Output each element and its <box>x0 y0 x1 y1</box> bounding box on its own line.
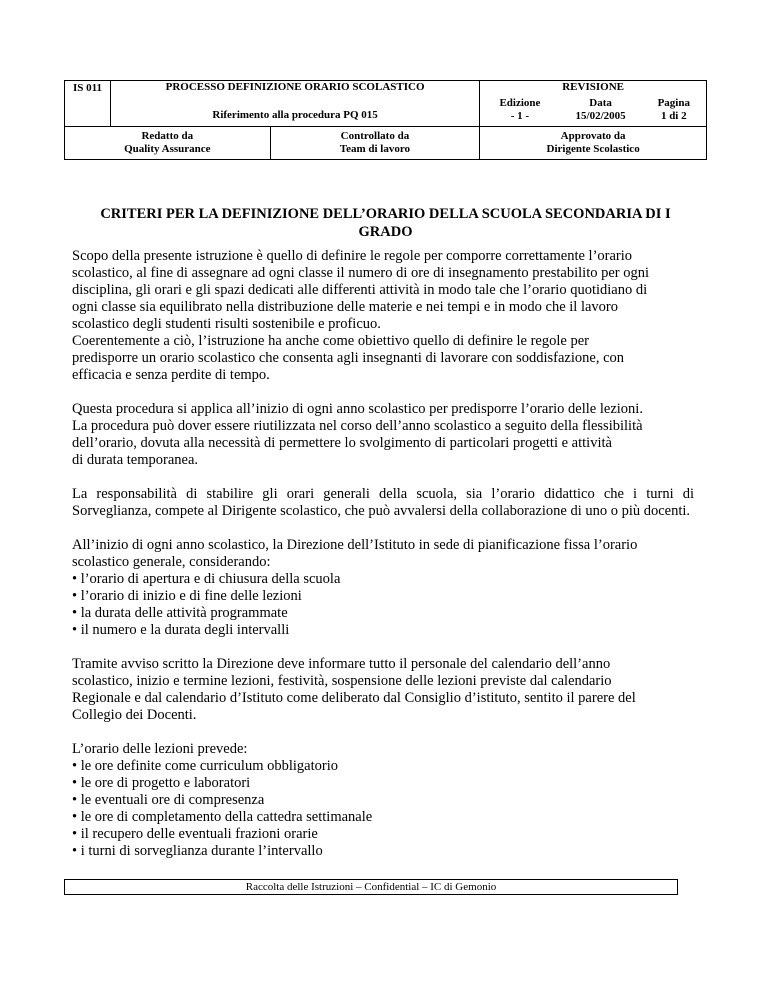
list-item: • l’orario di inizio e di fine delle lezioni <box>72 588 302 604</box>
drafted-value: Quality Assurance <box>124 143 211 155</box>
process-title: PROCESSO DEFINIZIONE ORARIO SCOLASTICO <box>110 81 479 95</box>
paragraph-application <box>72 401 694 469</box>
page-cell <box>642 95 707 127</box>
list-item: • le ore di progetto e laboratori <box>72 775 251 791</box>
text-line: Collegio dei Docenti. <box>72 707 197 723</box>
paragraph-responsibility: La responsabilità di stabilire gli orari generali della scuola, sia l’orario didattico che i turni di Sorveglianza, compete al Dirigente scolastico, che può avvalersi della collaborazione di uno o più docenti. <box>72 486 694 519</box>
approved-by-cell <box>480 127 707 160</box>
drafted-label: Redatto da <box>141 130 194 142</box>
paragraph-scope <box>72 248 694 384</box>
approved-value: Dirigente Scolastico <box>546 143 640 155</box>
approved-label: Approvato da <box>560 130 626 142</box>
paragraph-lesson-schedule <box>72 741 694 860</box>
date-label: Data <box>589 97 612 110</box>
text-line: Scopo della presente istruzione è quello di definire le regole per comporre correttamente l’orario <box>72 248 633 264</box>
document-body <box>72 248 694 877</box>
list-item: • le ore definite come curriculum obbligatorio <box>72 758 338 774</box>
title-line-2: GRADO <box>358 224 413 240</box>
list-item: • il recupero delle eventuali frazioni orarie <box>72 826 318 842</box>
edition-cell <box>480 95 560 127</box>
text-line: scolastico, al fine di assegnare ad ogni classe il numero di ore di insegnamento prestabilito per ogni <box>72 265 650 281</box>
list-item: • il numero e la durata degli intervalli <box>72 622 290 638</box>
text-line: di durata temporanea. <box>72 452 199 468</box>
list-item: • la durata delle attività programmate <box>72 605 288 621</box>
text-line: dell’orario, dovuta alla necessità di permettere lo svolgimento di particolari progetti e attività <box>72 435 612 451</box>
text-line: Questa procedura si applica all’inizio di ogni anno scolastico per predisporre l’orario delle lezioni. <box>72 401 643 417</box>
title-line-1: CRITERI PER LA DEFINIZIONE DELL’ORARIO DELLA SCUOLA SECONDARIA DI I <box>100 206 671 222</box>
edition-label: Edizione <box>499 97 541 110</box>
checked-label: Controllato da <box>340 130 410 142</box>
text-line: ogni classe sia equilibrato nella distribuzione delle materie e nei tempi e in modo che il lavoro <box>72 299 618 315</box>
list-item: • le eventuali ore di compresenza <box>72 792 265 808</box>
text-line: scolastico, inizio e termine lezioni, festività, sospensione delle lezioni previste dal calendario <box>72 673 612 689</box>
list-item: • le ore di completamento della cattedra settimanale <box>72 809 373 825</box>
doc-code: IS 011 <box>65 81 111 127</box>
text-line: predisporre un orario scolastico che consenta agli insegnanti di lavorare con soddisfazione, con <box>72 350 625 366</box>
text-line: L’orario delle lezioni prevede: <box>72 741 248 757</box>
text-line: scolastico degli studenti risulti sostenibile e proficuo. <box>72 316 381 332</box>
text-line: Tramite avviso scritto la Direzione deve informare tutto il personale del calendario dell’anno <box>72 656 611 672</box>
page-label: Pagina <box>657 97 690 110</box>
text-line: efficacia e senza perdite di tempo. <box>72 367 270 383</box>
page-value: 1 di 2 <box>660 110 687 123</box>
drafted-by-cell <box>65 127 271 160</box>
procedure-reference: Riferimento alla procedura PQ 015 <box>110 95 479 127</box>
list-item: • l’orario di apertura e di chiusura della scuola <box>72 571 341 587</box>
text-line: Coerentemente a ciò, l’istruzione ha anche come obiettivo quello di definire le regole per <box>72 333 589 349</box>
text-line: Regionale e dal calendario d’Istituto come deliberato dal Consiglio d’istituto, sentito il parere del <box>72 690 636 706</box>
checked-by-cell <box>270 127 480 160</box>
paragraph-calendar <box>72 656 694 724</box>
document-header-table <box>64 80 707 160</box>
text-line: scolastico generale, considerando: <box>72 554 271 570</box>
edition-value: - 1 - <box>510 110 530 123</box>
text-line: All’inizio di ogni anno scolastico, la Direzione dell’Istituto in sede di pianificazione fissa l’orario <box>72 537 638 553</box>
document-title <box>64 205 707 241</box>
text-line: La procedura può dover essere riutilizzata nel corso dell’anno scolastico a seguito della flessibilità <box>72 418 643 434</box>
date-cell <box>560 95 642 127</box>
page-footer: Raccolta delle Istruzioni – Confidential – IC di Gemonio <box>64 879 678 895</box>
paragraph-planning <box>72 537 694 639</box>
list-item: • i turni di sorveglianza durante l’intervallo <box>72 843 323 859</box>
revision-label: REVISIONE <box>480 81 707 95</box>
text-line: disciplina, gli orari e gli spazi dedicati alle differenti attività in modo tale che l’orario quotidiano di <box>72 282 648 298</box>
checked-value: Team di lavoro <box>339 143 411 155</box>
date-value: 15/02/2005 <box>575 110 626 123</box>
